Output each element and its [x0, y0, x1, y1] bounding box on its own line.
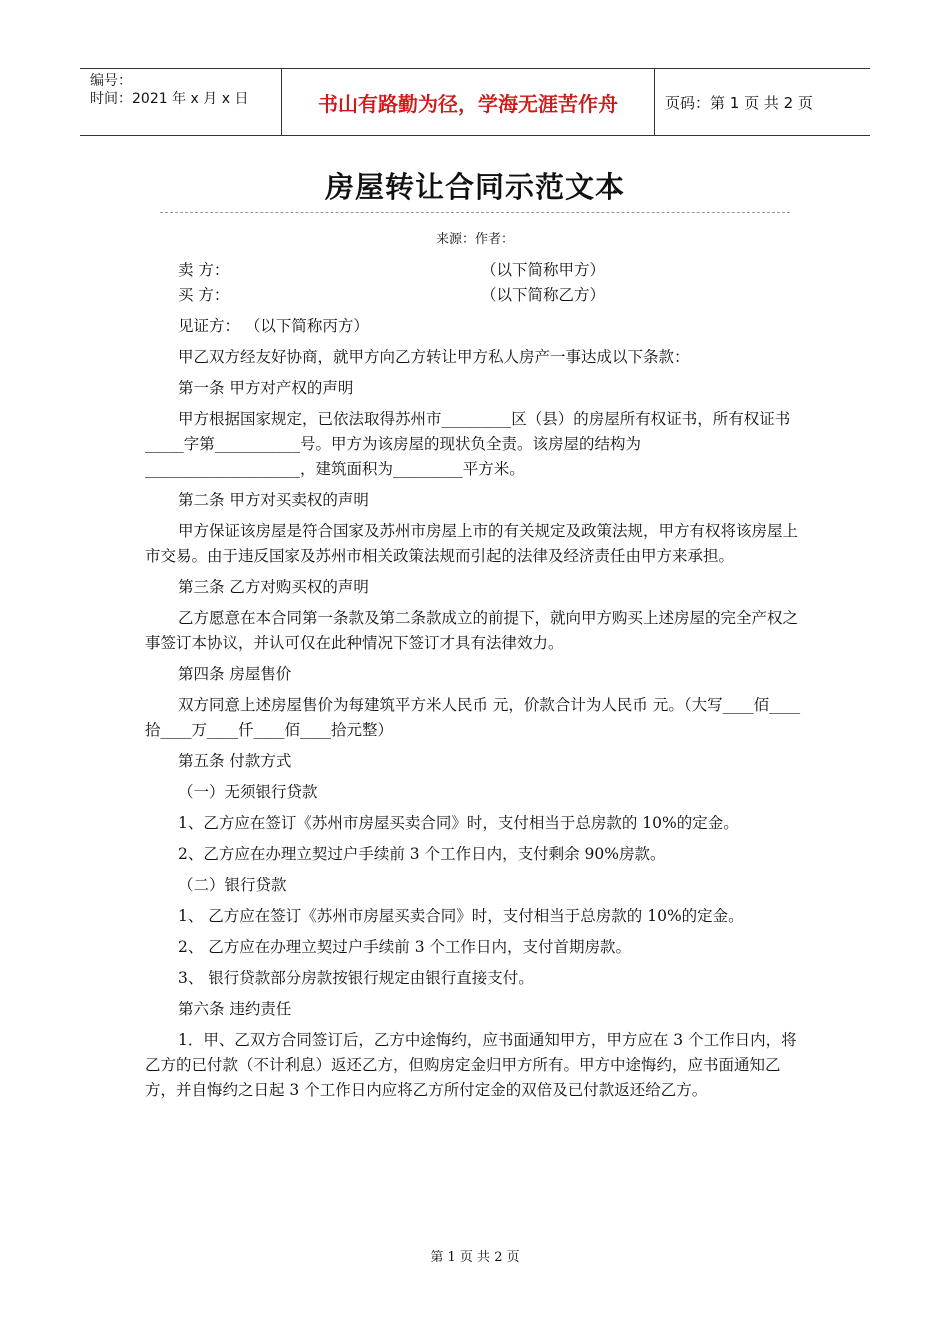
article-6-body: 1．甲、乙双方合同签订后，乙方中途悔约，应书面通知甲方，甲方应在 3 个工作日内，将乙方的已付款（不计利息）返还乙方，但购房定金归甲方所有。甲方中途悔约，应书面通知乙方，并自悔约之日起 3 个工作日内应将乙方所付定金的双倍及已付款返还给乙方。 — [145, 1031, 797, 1099]
witness-line: 见证方： （以下简称丙方） — [178, 317, 369, 335]
article-3-body: 乙方愿意在本合同第一条款及第二条款成立的前提下，就向甲方购买上述房屋的完全产权之事签订本协议，并认可仅在此种情况下签订才具有法律效力。 — [145, 609, 799, 652]
title-divider — [160, 212, 790, 213]
article-5-sub-2-item-3: 3、 银行贷款部分房款按银行规定由银行直接支付。 — [178, 969, 534, 987]
time-label: 时间：2021 年 x 月 x 日 — [90, 91, 249, 107]
article-2-title: 第二条 甲方对买卖权的声明 — [178, 491, 369, 509]
article-2-body: 甲方保证该房屋是符合国家及苏州市房屋上市的有关规定及政策法规，甲方有权将该房屋上市交易。由于违反国家及苏州市相关政策法规而引起的法律及经济责任由甲方来承担。 — [145, 522, 799, 565]
source-line: 来源：作者： — [435, 232, 514, 247]
buyer-note: （以下简称乙方） — [481, 286, 606, 304]
document-title: 房屋转让合同示范文本 — [324, 170, 625, 204]
article-1-body: 甲方根据国家规定，已依法取得苏州市_________区（县）的房屋所有权证书，所有权证书_____字第___________号。甲方为该房屋的现状负全责。该房屋的结构为 ____________________，建筑面积为_________平方米。 — [145, 410, 791, 478]
article-5-sub-2-item-1: 1、 乙方应在签订《苏州市房屋买卖合同》时，支付相当于总房款的 10%的定金。 — [178, 907, 744, 925]
header-table — [80, 68, 870, 136]
seller-row — [145, 258, 810, 283]
intro-paragraph: 甲乙双方经友好协商，就甲方向乙方转让甲方私人房产一事达成以下条款： — [178, 348, 690, 366]
article-5-sub-1: （一）无须银行贷款 — [178, 783, 318, 801]
buyer-row — [145, 283, 810, 308]
article-4-title: 第四条 房屋售价 — [178, 665, 292, 683]
article-5-sub-2-item-2: 2、 乙方应在办理立契过户手续前 3 个工作日内，支付首期房款。 — [178, 938, 632, 956]
article-5-sub-1-item-1: 1、乙方应在签订《苏州市房屋买卖合同》时，支付相当于总房款的 10%的定金。 — [178, 814, 739, 832]
article-4-body: 双方同意上述房屋售价为每建筑平方米人民币 元，价款合计为人民币 元。（大写____佰____拾____万____仟____佰____拾元整） — [145, 696, 801, 739]
article-1-title: 第一条 甲方对产权的声明 — [178, 379, 354, 397]
number-label: 编号： — [90, 73, 132, 89]
header-page-label: 页码：第 1 页 共 2 页 — [665, 93, 813, 112]
article-3-title: 第三条 乙方对购买权的声明 — [178, 578, 369, 596]
seller-label: 卖 方： — [178, 261, 230, 279]
article-5-title: 第五条 付款方式 — [178, 752, 292, 770]
article-5-sub-2: （二）银行贷款 — [178, 876, 287, 894]
buyer-label: 买 方： — [178, 286, 230, 304]
page-footer: 第 1 页 共 2 页 — [430, 1250, 520, 1265]
article-5-sub-1-item-2: 2、乙方应在办理立契过户手续前 3 个工作日内，支付剩余 90%房款。 — [178, 845, 666, 863]
document-body — [145, 258, 810, 1103]
motto: 书山有路勤为径，学海无涯苦作舟 — [282, 69, 655, 135]
article-6-title: 第六条 违约责任 — [178, 1000, 292, 1018]
seller-note: （以下简称甲方） — [481, 261, 606, 279]
header-left-cell — [80, 69, 282, 135]
